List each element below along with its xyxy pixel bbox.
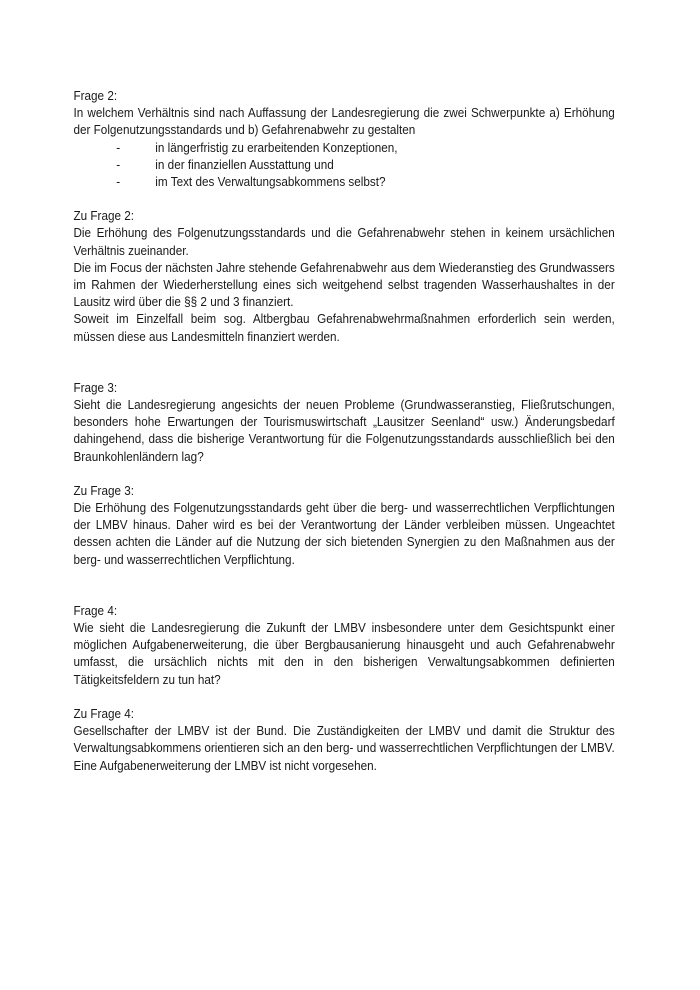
dash-bullet: - — [116, 175, 121, 190]
answer-2-paragraph: Die im Focus der nächsten Jahre stehende Gefahrenabwehr aus dem Wiederanstieg des Grundwassers im Rahmen der Wiederherstellung eines sich weitgehend selbst tragenden Wasserhaushaltes in der Lausitz wird über die §§ 2 und 3 finanziert. — [73, 260, 615, 310]
document-body — [73, 88, 614, 775]
list-item — [73, 157, 614, 174]
answer-4-heading: Zu Frage 4: — [73, 706, 135, 721]
dash-bullet: - — [116, 157, 121, 172]
question-3-text: Sieht die Landesregierung angesichts der neuen Probleme (Grundwasseranstieg, Fließrutschungen, besonders hohe Erwartungen der Tourismuswirtschaft „Lausitzer Seenland“ usw.) Änderungsbedarf dahingehend, dass die bisherige Verantwortung für die Folgenutzungsstandards ausschließlich bei den Braunkohlenländern lag? — [73, 398, 615, 464]
answer-2-heading: Zu Frage 2: — [73, 209, 135, 224]
answer-2-paragraph: Soweit im Einzelfall beim sog. Altbergbau Gefahrenabwehrmaßnahmen erforderlich sein werden, müssen diese aus Landesmitteln finanziert werden. — [73, 312, 615, 344]
question-3-heading: Frage 3: — [73, 380, 118, 395]
answer-2-paragraph: Die Erhöhung des Folgenutzungsstandards und die Gefahrenabwehr stehen in keinem ursächlichen Verhältnis zueinander. — [73, 226, 615, 258]
answer-3-text: Die Erhöhung des Folgenutzungsstandards geht über die berg- und wasserrechtlichen Verpflichtungen der LMBV hinaus. Daher wird es bei der Verantwortung der Länder verbleiben müssen. Ungeachtet dessen achten die Länder auf die Nutzung der sich bietenden Synergien zu den Maßnahmen aus der berg- und wasserrechtlichen Verpflichtung. — [73, 501, 615, 567]
question-2-bullet-list — [73, 140, 614, 192]
list-item-text: im Text des Verwaltungsabkommens selbst? — [155, 175, 386, 190]
question-2-heading: Frage 2: — [73, 89, 118, 103]
question-2-text: In welchem Verhältnis sind nach Auffassung der Landesregierung die zwei Schwerpunkte a) Erhöhung der Folgenutzungsstandards und b) Gefahrenabwehr zu gestalten — [73, 106, 615, 138]
question-3 — [73, 380, 614, 466]
question-2 — [73, 88, 614, 191]
dash-bullet: - — [116, 140, 121, 155]
list-item-text: in der finanziellen Ausstattung und — [155, 157, 334, 172]
question-4 — [73, 603, 614, 689]
question-4-text: Wie sieht die Landesregierung die Zukunft der LMBV insbesondere unter dem Gesichtspunkt einer möglichen Aufgabenerweiterung, die über Bergbausanierung hinausgeht und auch Gefahrenabwehr umfasst, die ursächlich nichts mit den in den bisherigen Verwaltungsabkommen definierten Tätigkeitsfeldern zu tun hat? — [73, 621, 615, 687]
answer-2 — [73, 208, 614, 346]
answer-3 — [73, 483, 614, 569]
list-item — [73, 140, 614, 157]
answer-4-paragraph: Eine Aufgabenerweiterung der LMBV ist nicht vorgesehen. — [73, 758, 377, 773]
question-4-heading: Frage 4: — [73, 603, 118, 618]
list-item — [73, 174, 614, 191]
answer-3-heading: Zu Frage 3: — [73, 483, 135, 498]
list-item-text: in längerfristig zu erarbeitenden Konzeptionen, — [155, 140, 398, 155]
answer-4 — [73, 706, 614, 775]
answer-4-paragraph: Gesellschafter der LMBV ist der Bund. Die Zuständigkeiten der LMBV und damit die Struktur des Verwaltungsabkommens orientieren sich an den berg- und wasserrechtlichen Verpflichtungen der LMBV. — [73, 724, 615, 756]
